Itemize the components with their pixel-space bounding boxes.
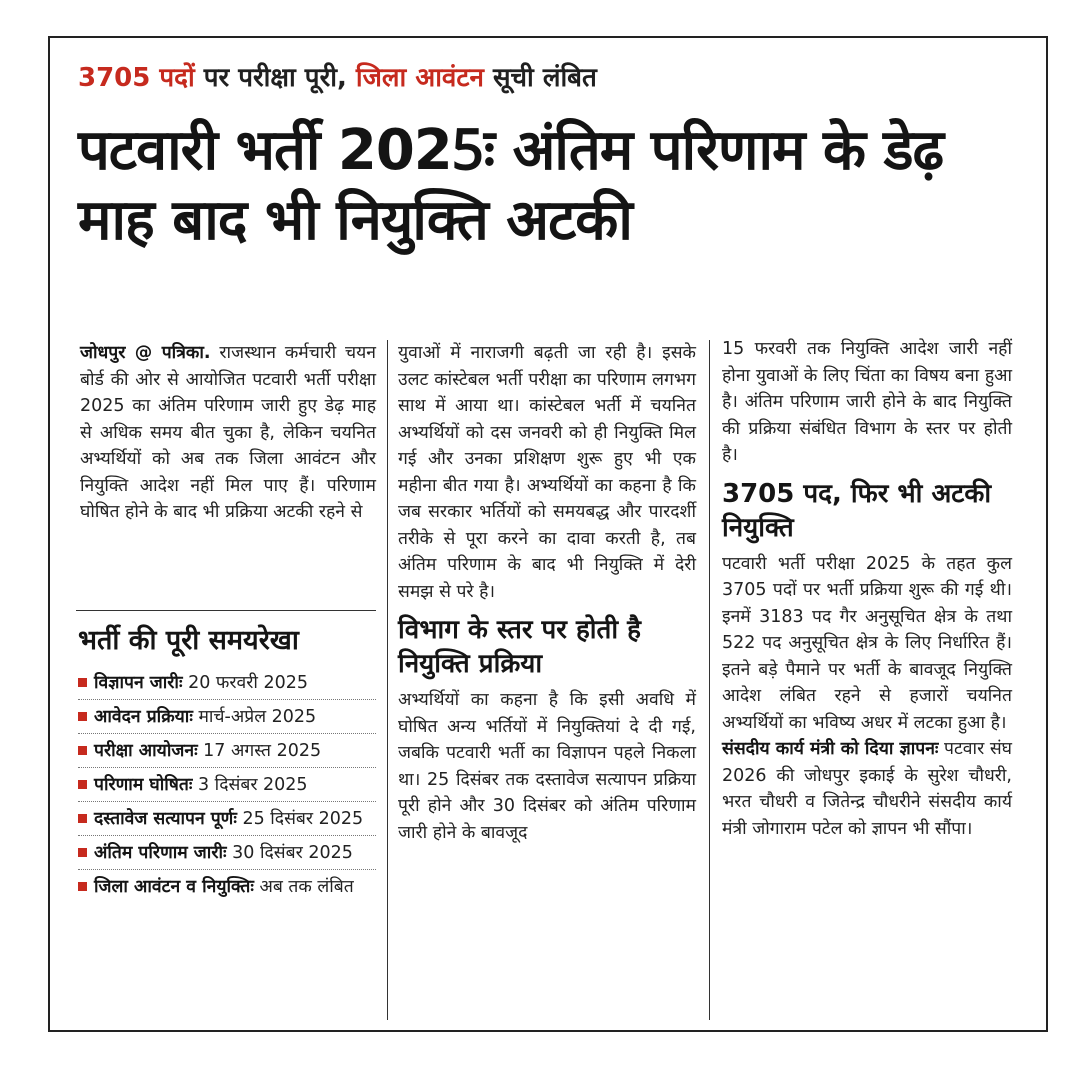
timeline-item [78,734,376,768]
column-2-text-2: अभ्यर्थियों का कहना है कि इसी अवधि में घोषित अन्य भर्तियों में नियुक्तियां दे दी गई, जबकि पटवारी भर्ती का विज्ञापन पहले निकला था। 25 दिसंबर तक दस्तावेज सत्यापन प्रक्रिया पूरी होने और 30 दिसंबर को अंतिम परिणाम जारी होने के बावजूद [398,690,696,843]
timeline-item-value: 17 अगस्त 2025 [197,741,322,761]
timeline-item [78,768,376,802]
timeline-item [78,802,376,836]
column-3-text-2: पटवारी भर्ती परीक्षा 2025 के तहत कुल 3705 पदों पर भर्ती प्रक्रिया शुरू की गई थी। इनमें 3183 पद गैर अनुसूचित क्षेत्र के तथा 522 पद अनुसूचित क्षेत्र के लिए निर्धारित हैं। इतने बड़े पैमाने पर भर्ती के बावजूद नियुक्ति आदेश लंबित रहने से हजारों चयनित अभ्यर्थियों का भविष्य अधर में लटका हुआ है। [722,553,1012,733]
column-3-subheading: 3705 पद, फिर भी अटकी नियुक्ति [722,478,992,543]
timeline-item-value: अब तक लंबित [253,877,354,897]
column-1-text: राजस्थान कर्मचारी चयन बोर्ड की ओर से आयोजित पटवारी भर्ती परीक्षा 2025 का अंतिम परिणाम जारी हुए डेढ़ माह से अधिक समय बीत चुका है, लेकिन चयनित अभ्यर्थियों को अब तक जिला आवंटन और नियुक्ति आदेश नहीं मिल पाए हैं। परिणाम घोषित होने के बाद भी प्रक्रिया अटकी रहने से [80,343,376,522]
timeline-item-value: मार्च-अप्रेल 2025 [192,707,317,727]
red-square-bullet-icon [78,882,87,891]
column-divider-2 [709,340,710,1020]
memorandum-heading: संसदीय कार्य मंत्री को दिया ज्ञापनः [722,739,939,759]
timeline-item-label: दस्तावेज सत्यापन पूर्णः [94,809,237,829]
timeline-item [78,666,376,700]
column-divider-1 [387,340,388,1020]
dateline: जोधपुर @ पत्रिका. [80,343,211,363]
timeline-item [78,870,376,903]
column-3-text: 15 फरवरी तक नियुक्ति आदेश जारी नहीं होना युवाओं के लिए चिंता का विषय बना हुआ है। अंतिम परिणाम जारी होने के बाद नियुक्ति की प्रक्रिया संबंधित विभाग के स्तर पर होती है। [722,339,1012,465]
column-1 [80,340,376,526]
timeline-item-label: विज्ञापन जारीः [94,673,183,693]
timeline-rule [76,610,376,611]
column-3-memorandum [722,736,1012,842]
column-2 [398,340,696,846]
kicker-highlight-district: जिला आवंटन [355,63,484,93]
timeline-list [78,666,376,903]
timeline-item-value: 30 दिसंबर 2025 [226,843,353,863]
memorandum-text: पटवार संघ 2026 की जोधपुर इकाई के सुरेश चौधरी, भरत चौधरी व जितेन्द्र चौधरीने संसदीय कार्य मंत्री जोगाराम पटेल को ज्ञापन भी सौंपा। [722,739,1012,839]
kicker-highlight-posts: 3705 पदों [78,63,195,93]
timeline-item [78,700,376,734]
kicker-text-2: सूची लंबित [483,63,597,93]
timeline-item-label: जिला आवंटन व नियुक्तिः [94,877,254,897]
timeline-item-value: 3 दिसंबर 2025 [192,775,308,795]
red-square-bullet-icon [78,780,87,789]
red-square-bullet-icon [78,814,87,823]
column-3 [722,336,1012,842]
kicker-text-1: पर परीक्षा पूरी, [194,63,356,93]
timeline-item-label: आवेदन प्रक्रियाः [94,707,193,727]
kicker-line [78,58,597,94]
red-square-bullet-icon [78,746,87,755]
timeline-item-value: 20 फरवरी 2025 [182,673,309,693]
red-square-bullet-icon [78,712,87,721]
red-square-bullet-icon [78,678,87,687]
timeline-item-label: परिणाम घोषितः [94,775,193,795]
timeline-item-value: 25 दिसंबर 2025 [236,809,364,829]
timeline-item [78,836,376,870]
timeline-item-label: अंतिम परिणाम जारीः [94,843,227,863]
column-2-text: युवाओं में नाराजगी बढ़ती जा रही है। इसके उलट कांस्टेबल भर्ती परीक्षा का परिणाम लगभग साथ में आया था। कांस्टेबल भर्ती में चयनित अभ्यर्थियों को दस जनवरी को ही नियुक्ति मिल गई और उनका प्रशिक्षण शुरू हुए भी एक महीना बीत गया है। अभ्यर्थियों का कहना है कि जब सरकार भर्तियों को समयबद्ध और पारदर्शी तरीके से पूरा करने का दावा करती है, तब अंतिम परिणाम के बाद भी नियुक्ति में देरी समझ से परे है। [398,343,696,602]
timeline-item-label: परीक्षा आयोजनः [94,741,198,761]
column-2-subheading: विभाग के स्तर पर होती है नियुक्ति प्रक्रिया [398,615,641,679]
headline: पटवारी भर्ती 2025ः अंतिम परिणाम के डेढ़ माह बाद भी नियुक्ति अटकी [78,118,943,253]
red-square-bullet-icon [78,848,87,857]
column-1-body [80,343,376,522]
timeline-title: भर्ती की पूरी समयरेखा [78,625,299,656]
